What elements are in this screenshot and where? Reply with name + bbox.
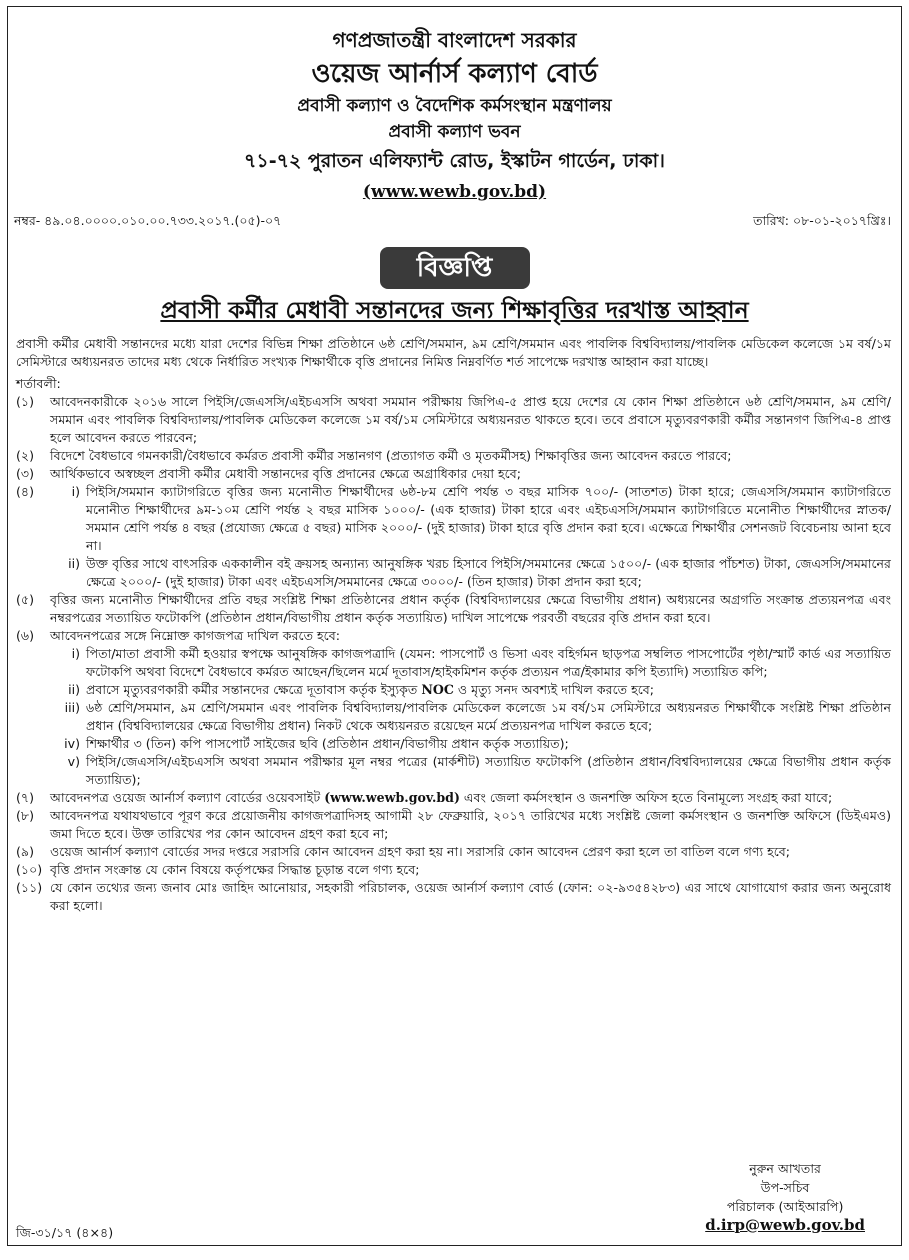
noc-term: NOC: [421, 682, 454, 697]
condition-number: (৩): [16, 466, 35, 481]
notice-date: তারিখ: ০৮-০১-২০১৭খ্রিঃ।: [753, 213, 891, 228]
condition-text: [50, 789, 891, 807]
condition-text: আবেদনপত্রের সঙ্গে নিম্নোক্ত কাগজপত্র দাখিল করতে হবে:: [50, 628, 340, 643]
condition-number: (১): [16, 394, 34, 409]
reference-row: [8, 211, 901, 235]
sub-item: [50, 555, 891, 591]
condition-number: (১০): [16, 862, 43, 877]
condition-text: আর্থিকভাবে অস্বচ্ছল প্রবাসী কর্মীর মেধাবী সন্তানদের বৃত্তি প্রদানের ক্ষেত্রে অগ্রাধিকার দেয়া হবে;: [50, 466, 521, 481]
sub-item-number: iv): [64, 736, 80, 751]
sub-item: [50, 735, 891, 753]
sub-item: [50, 483, 891, 555]
condition-text: ওয়েজ আর্নার্স কল্যাণ বোর্ডের সদর দপ্তরে সরাসরি কোন আবেদন গ্রহণ করা হয় না। সরাসরি কোন আবেদন প্রেরণ করা হলে তা বাতিল বলে গণ্য হবে;: [50, 844, 791, 859]
condition-1: [16, 393, 891, 447]
condition-11: [16, 879, 891, 915]
sub-item-number: i): [71, 646, 80, 661]
conditions-title: শর্তাবলী:: [16, 376, 61, 391]
condition-6: [16, 627, 891, 789]
condition-2: [16, 447, 891, 465]
condition-10: [16, 861, 891, 879]
condition-text-part: আবেদনপত্র ওয়েজ আর্নার্স কল্যাণ বোর্ডের ওয়েবসাইট: [50, 790, 325, 805]
condition-text: আবেদনকারীকে ২০১৬ সালে পিইসি/জেএসসি/এইচএসসি অথবা সমমান পরীক্ষায় জিপিএ-৫ প্রাপ্ত হয়ে দেশের যে কোন শিক্ষা প্রতিষ্ঠানে ৬ষ্ঠ শ্রেণি/সমমান, ৯ম শ্রেণি/সমমান এবং পাবলিক বিশ্ববিদ্যালয়/পাবলিক মেডিকেল কলেজে ১ম বর্ষ/১ম সেমিস্টারে অধ্যয়নরত থাকতে হবে। তবে প্রবাসে মৃত্যুবরণকারী কর্মীর সন্তানগণ জিপিএ-৪ প্রাপ্ত হলে আবেদন করতে পারবেন;: [50, 394, 891, 445]
website-link-inline[interactable]: (www.wewb.gov.bd): [324, 790, 460, 805]
signatory-designation: উপ-সচিব: [760, 1180, 810, 1195]
condition-5: [16, 591, 891, 627]
signatory-name: নুরুন আখতার: [749, 1161, 821, 1176]
condition-number: (২): [16, 448, 35, 463]
condition-number: (৬): [16, 628, 35, 643]
condition-8: [16, 807, 891, 843]
sub-item-number: iii): [64, 700, 80, 715]
condition-number: (৭): [16, 790, 35, 805]
sub-item: [50, 681, 891, 699]
building-name: প্রবাসী কল্যাণ ভবন: [388, 122, 521, 142]
sub-item-text: পিতা/মাতা প্রবাসী কর্মী হওয়ার স্বপক্ষে আনুষঙ্গিক কাগজপত্রাদি (যেমন: পাসপোর্ট ও ভিসা এবং বহির্গমন ছাড়পত্র সম্বলিত পাসপোর্টের পৃষ্ঠা/স্মার্ট কার্ড এর সত্যায়িত ফটোকপি অথবা বিদেশে বৈধভাবে কর্মরত আছেন/ছিলেন মর্মে দূতাবাস/হাইকমিশন কর্তৃক প্রত্যয়ন পত্র/ইকামার কপি ইত্যাদি) সত্যায়িত কপি;: [86, 646, 891, 679]
sub-item-number: ii): [68, 556, 80, 571]
signatory-role: পরিচালক (আইআরপি): [726, 1199, 844, 1214]
memo-number: নম্বর- ৪৯.০৪.০০০০.০১০.০০.৭৩৩.২০১৭.(০৫)-০৭: [14, 213, 282, 228]
condition-7: [16, 789, 891, 807]
office-address: ৭১-৭২ পুরাতন এলিফ্যান্ট রোড, ইস্কাটন গার্ডেন, ঢাকা।: [244, 150, 665, 172]
sub-item-text: [86, 681, 891, 699]
sub-item-text-part: প্রবাসে মৃত্যুবরণকারী কর্মীর সন্তানদের ক্ষেত্রে দূতাবাস কর্তৃক ইস্যুকৃত: [86, 682, 422, 697]
sub-item-text: পিইসি/জেএসসি/এইচএসসি অথবা সমমান পরীক্ষার মূল নম্বর পত্রের (মার্কশীট) সত্যায়িত ফটোকপি (প্রতিষ্ঠান প্রধান/বিশ্ববিদ্যালয়ের ক্ষেত্রে বিভাগীয় প্রধান কর্তৃক সত্যায়িত);: [86, 754, 891, 787]
condition-text: বৃত্তি প্রদান সংক্রান্ত যে কোন বিষয়ে কর্তৃপক্ষের সিদ্ধান্ত চূড়ান্ত বলে গণ্য হবে;: [50, 862, 420, 877]
government-title: গণপ্রজাতন্ত্রী বাংলাদেশ সরকার: [332, 28, 577, 52]
sub-item-number: i): [71, 484, 80, 499]
condition-number: (৮): [16, 808, 34, 823]
condition-9: [16, 843, 891, 861]
condition-number: (৪): [16, 484, 34, 499]
notice-body: [8, 327, 901, 915]
condition-text: বৃত্তির জন্য মনোনীত শিক্ষার্থীদের প্রতি বছর সংশ্লিষ্ট শিক্ষা প্রতিষ্ঠানের প্রধান কর্তৃক (বিশ্ববিদ্যালয়ের ক্ষেত্রে বিভাগীয় প্রধান) অধ্যয়নের অগ্রগতি সংক্রান্ত প্রত্যয়নপত্র এবং নম্বরপত্রের সত্যায়িত ফটোকপি (প্রতিষ্ঠান প্রধান/বিভাগীয় প্রধান কর্তৃক সত্যায়িত) দাখিল সাপেক্ষে পরবর্তী বছরের বৃত্তি প্রদান করা হবে।: [50, 592, 891, 625]
sub-item-number: v): [67, 754, 80, 769]
sub-item: [50, 699, 891, 735]
condition-number: (৫): [16, 592, 34, 607]
signatory-email-link[interactable]: d.irp@wewb.gov.bd: [705, 1216, 865, 1234]
notice-label-badge: বিজ্ঞপ্তি: [380, 247, 530, 289]
website-link[interactable]: (www.wewb.gov.bd): [362, 182, 547, 202]
condition-number: (৯): [16, 844, 34, 859]
sub-item-number: ii): [68, 682, 80, 697]
letterhead: [8, 7, 901, 207]
condition-text: বিদেশে বৈধভাবে গমনকারী/বৈধভাবে কর্মরত প্রবাসী কর্মীর সন্তানগণ (প্রত্যাগত কর্মী ও মৃতকর্মীসহ) শিক্ষাবৃত্তির জন্য আবেদন করতে পারবে;: [50, 448, 732, 463]
condition-text: যে কোন তথ্যের জন্য জনাব মোঃ জাহিদ আনোয়ার, সহকারী পরিচালক, ওয়েজ আর্নার্স কল্যাণ বোর্ড (ফোন: ০২-৯৩৫৪২৮৩) এর সাথে যোগাযোগ করার জন্য অনুরোধ করা হলো।: [50, 880, 891, 913]
sub-item-text: পিইসি/সমমান ক্যাটাগরিতে বৃত্তির জন্য মনোনীত শিক্ষার্থীদের ৬ষ্ঠ-৮ম শ্রেণি পর্যন্ত ৩ বছর মাসিক ৭০০/- (সাতশত) টাকা হারে; জেএসসি/সমমান ক্যাটাগরিতে মনোনীত শিক্ষার্থীদের ৯ম-১০ম শ্রেণি পর্যন্ত ২ বছর মাসিক ১০০০/- (এক হাজার) টাকা হারে এবং এইচএসসি/সমমান ক্যাটাগরিতে মনোনীত শিক্ষার্থীদের স্নাতক/সমমান শ্রেণি পর্যন্ত ৪ বছর (প্রযোজ্য ক্ষেত্রে ৫ বছর) মাসিক ২০০০/- (দুই হাজার) টাকা হারে বৃত্তি প্রদান করা হবে। এক্ষেত্রে শিক্ষার্থীর সেশনজট বিবেচনায় আনা হবে না।: [86, 484, 891, 553]
publication-code: জি-৩১/১৭ (৪×৪): [16, 1225, 114, 1240]
sub-item-text: শিক্ষার্থীর ৩ (তিন) কপি পাসপোর্ট সাইজের ছবি (প্রতিষ্ঠান প্রধান/বিভাগীয় প্রধান কর্তৃক সত্যায়িত);: [86, 736, 569, 751]
condition-number: (১১): [16, 880, 43, 895]
board-title: ওয়েজ আর্নার্স কল্যাণ বোর্ড: [311, 59, 598, 89]
condition-3: [16, 465, 891, 483]
condition-text-part: এবং জেলা কর্মসংস্থান ও জনশক্তি অফিস হতে বিনামূল্যে সংগ্রহ করা যাবে;: [459, 790, 833, 805]
sub-item-text: ৬ষ্ঠ শ্রেণি/সমমান, ৯ম শ্রেণি/সমমান এবং পাবলিক বিশ্ববিদ্যালয়/পাবলিক মেডিকেল কলেজে ১ম বর্ষ/১ম সেমিস্টারে অধ্যয়নরত শিক্ষার্থীকে সংশ্লিষ্ট শিক্ষা প্রতিষ্ঠান প্রধান (বিশ্ববিদ্যালয়ের ক্ষেত্রে বিভাগীয় প্রধান) নিকট থেকে অধ্যয়নরত রয়েছেন মর্মে প্রত্যয়নপত্র দাখিল করতে হবে;: [86, 700, 891, 733]
condition-text: আবেদনপত্র যথাযথভাবে পূরণ করে প্রয়োজনীয় কাগজপত্রাদিসহ আগামী ২৮ ফেব্রুয়ারি, ২০১৭ তারিখের মধ্যে সংশ্লিষ্ট জেলা কর্মসংস্থান ও জনশক্তি অফিসে (ডিইএমও) জমা দিতে হবে। উক্ত তারিখের পর কোন আবেদন গ্রহণ করা হবে না;: [50, 808, 891, 841]
intro-paragraph: প্রবাসী কর্মীর মেধাবী সন্তানদের মধ্যে যারা দেশের বিভিন্ন শিক্ষা প্রতিষ্ঠানে ৬ষ্ঠ শ্রেণি/সমমান, ৯ম শ্রেণি/সমমান এবং পাবলিক বিশ্ববিদ্যালয়/পাবলিক মেডিকেল কলেজে ১ম বর্ষ/১ম সেমিস্টারে অধ্যয়নরত তাদের মধ্য থেকে নির্ধারিত সংখ্যক শিক্ষার্থীকে বৃত্তি প্রদানের নিমিত্ত নিম্নবর্ণিত শর্ত সাপেক্ষে দরখাস্ত আহ্বান করা যাচ্ছে।: [16, 336, 891, 369]
sub-item-text: উক্ত বৃত্তির সাথে বাৎসরিক এককালীন বই ক্রয়সহ অন্যান্য আনুষঙ্গিক খরচ হিসাবে পিইসি/সমমানের ক্ষেত্রে ১৫০০/- (এক হাজার পাঁচশত) টাকা, জেএসসি/সমমানের ক্ষেত্রে ২০০০/- (দুই হাজার) টাকা এবং এইচএসসি/সমমানের ক্ষেত্রে ৩০০০/- (তিন হাজার) টাকা প্রদান করা হবে;: [86, 556, 891, 589]
sub-item-text-part: ও মৃত্যু সনদ অবশ্যই দাখিল করতে হবে;: [453, 682, 655, 697]
notice-page: [7, 6, 902, 1246]
condition-4: [16, 483, 891, 591]
sub-item: [50, 753, 891, 789]
signature-block: [705, 1159, 865, 1235]
sub-item: [50, 645, 891, 681]
notice-headline: প্রবাসী কর্মীর মেধাবী সন্তানদের জন্য শিক্ষাবৃত্তির দরখাস্ত আহ্বান: [160, 296, 749, 324]
ministry-name: প্রবাসী কল্যাণ ও বৈদেশিক কর্মসংস্থান মন্ত্রণালয়: [297, 96, 612, 116]
